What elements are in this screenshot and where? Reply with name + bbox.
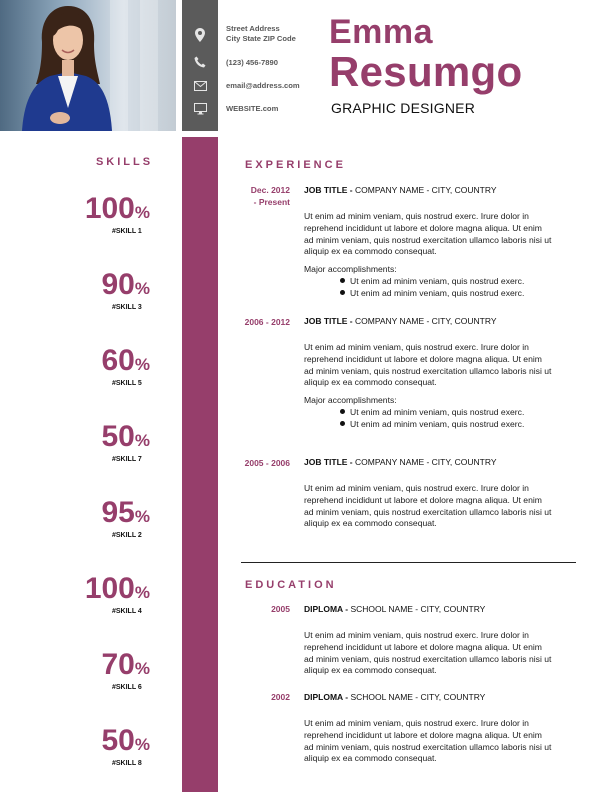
experience-description <box>304 483 576 530</box>
last-name: Resumgo <box>329 48 523 95</box>
skill-name: #SKILL 3 <box>112 304 142 311</box>
bullet-icon <box>340 290 345 295</box>
date-line: 2005 - 2006 <box>244 458 290 468</box>
accomplishment-item <box>340 276 524 286</box>
education-title <box>304 604 485 614</box>
description-line: reprehend incididunt ut labore et dolore magna aliqua. Ut enim <box>304 494 542 505</box>
experience-description <box>304 211 576 258</box>
description-line: aliquip ex ea commodo consequat. <box>304 665 437 676</box>
education-heading: EDUCATION <box>245 579 337 591</box>
experience-date <box>220 184 290 208</box>
school-label: SCHOOL NAME - CITY, COUNTRY <box>348 604 486 614</box>
address-line-2: City State ZIP Code <box>226 34 296 43</box>
profile-photo <box>0 0 176 131</box>
education-description <box>304 718 576 765</box>
description-line: ad minim veniam, quis nostrud exercitation ullamco laboris nisi ut <box>304 365 552 376</box>
first-name: Emma <box>329 13 434 51</box>
accomplishments-heading: Major accomplishments: <box>304 264 397 274</box>
accomplishment-text: Ut enim ad minim veniam, quis nostrud exerc. <box>350 288 525 298</box>
education-description <box>304 630 576 677</box>
section-divider <box>241 562 576 563</box>
description-line: Ut enim ad minim veniam, quis nostrud exerc. Irure dolor in <box>304 483 529 493</box>
phone-icon <box>192 54 208 70</box>
skill-value: 100% <box>84 192 150 225</box>
diploma-label: DIPLOMA - <box>304 692 349 702</box>
experience-heading: EXPERIENCE <box>245 159 346 171</box>
description-line: aliquip ex ea commodo consequat. <box>304 518 437 529</box>
accomplishments-heading: Major accomplishments: <box>304 395 397 405</box>
school-label: SCHOOL NAME - CITY, COUNTRY <box>348 692 486 702</box>
date-line: - Present <box>253 197 290 207</box>
job-title-label: JOB TITLE - <box>304 316 353 326</box>
description-line: aliquip ex ea commodo consequat. <box>304 377 437 388</box>
skills-heading: SKILLS <box>95 156 154 168</box>
skill-value: 90% <box>101 268 150 301</box>
skill-value: 50% <box>101 420 150 453</box>
job-title: GRAPHIC DESIGNER <box>331 100 475 116</box>
skill-name: #SKILL 8 <box>112 760 142 767</box>
accomplishment-text: Ut enim ad minim veniam, quis nostrud exerc. <box>350 419 525 429</box>
accomplishment-item <box>340 419 524 429</box>
monitor-icon <box>192 101 208 117</box>
description-line: ad minim veniam, quis nostrud exercitation ullamco laboris nisi ut <box>304 234 552 245</box>
company-label: COMPANY NAME - CITY, COUNTRY <box>352 316 497 326</box>
description-line: Ut enim ad minim veniam, quis nostrud exerc. Irure dolor in <box>304 342 529 352</box>
job-title-label: JOB TITLE - <box>304 457 353 467</box>
description-line: ad minim veniam, quis nostrud exercitation ullamco laboris nisi ut <box>304 741 552 752</box>
description-line: ad minim veniam, quis nostrud exercitation ullamco laboris nisi ut <box>304 653 552 664</box>
accomplishment-item <box>340 288 524 298</box>
description-line: aliquip ex ea commodo consequat. <box>304 753 437 764</box>
bullet-icon <box>340 278 345 283</box>
accomplishment-item <box>340 407 524 417</box>
address-line-1: Street Address <box>226 24 280 33</box>
experience-description <box>304 342 576 389</box>
contact-phone: (123) 456-7890 <box>226 58 278 67</box>
location-icon <box>192 27 208 43</box>
skill-name: #SKILL 2 <box>112 532 142 539</box>
description-line: ad minim veniam, quis nostrud exercitation ullamco laboris nisi ut <box>304 506 552 517</box>
contact-website[interactable]: WEBSITE.com <box>226 104 279 113</box>
accomplishment-text: Ut enim ad minim veniam, quis nostrud exerc. <box>350 276 525 286</box>
accent-side-bar <box>182 137 218 792</box>
skill-name: #SKILL 4 <box>112 608 142 615</box>
company-label: COMPANY NAME - CITY, COUNTRY <box>352 457 497 467</box>
description-line: reprehend incididunt ut labore et dolore magna aliqua. Ut enim <box>304 729 542 740</box>
job-title-label: JOB TITLE - <box>304 185 353 195</box>
date-line: Dec. 2012 <box>250 185 290 195</box>
skill-value: 100% <box>84 572 150 605</box>
skill-name: #SKILL 5 <box>112 380 142 387</box>
education-date: 2005 <box>271 604 290 614</box>
description-line: aliquip ex ea commodo consequat. <box>304 246 437 257</box>
skill-value: 50% <box>101 724 150 757</box>
description-line: Ut enim ad minim veniam, quis nostrud exerc. Irure dolor in <box>304 718 529 728</box>
description-line: reprehend incididunt ut labore et dolore magna aliqua. Ut enim <box>304 222 542 233</box>
skill-name: #SKILL 6 <box>112 684 142 691</box>
education-title <box>304 692 485 702</box>
description-line: Ut enim ad minim veniam, quis nostrud exerc. Irure dolor in <box>304 630 529 640</box>
skill-value: 70% <box>101 648 150 681</box>
mail-icon <box>192 78 208 94</box>
experience-date <box>220 316 290 328</box>
education-date: 2002 <box>271 692 290 702</box>
skill-name: #SKILL 1 <box>112 228 142 235</box>
experience-date <box>220 457 290 469</box>
date-line: 2006 - 2012 <box>244 317 290 327</box>
diploma-label: DIPLOMA - <box>304 604 349 614</box>
experience-title <box>304 185 497 195</box>
description-line: Ut enim ad minim veniam, quis nostrud exerc. Irure dolor in <box>304 211 529 221</box>
skill-value: 60% <box>101 344 150 377</box>
contact-email[interactable]: email@address.com <box>226 81 300 90</box>
skill-value: 95% <box>101 496 150 529</box>
company-label: COMPANY NAME - CITY, COUNTRY <box>352 185 497 195</box>
description-line: reprehend incididunt ut labore et dolore magna aliqua. Ut enim <box>304 641 542 652</box>
skill-name: #SKILL 7 <box>112 456 142 463</box>
bullet-icon <box>340 409 345 414</box>
accomplishment-text: Ut enim ad minim veniam, quis nostrud exerc. <box>350 407 525 417</box>
description-line: reprehend incididunt ut labore et dolore magna aliqua. Ut enim <box>304 353 542 364</box>
bullet-icon <box>340 421 345 426</box>
experience-title <box>304 316 497 326</box>
experience-title <box>304 457 497 467</box>
contact-address <box>226 24 296 44</box>
